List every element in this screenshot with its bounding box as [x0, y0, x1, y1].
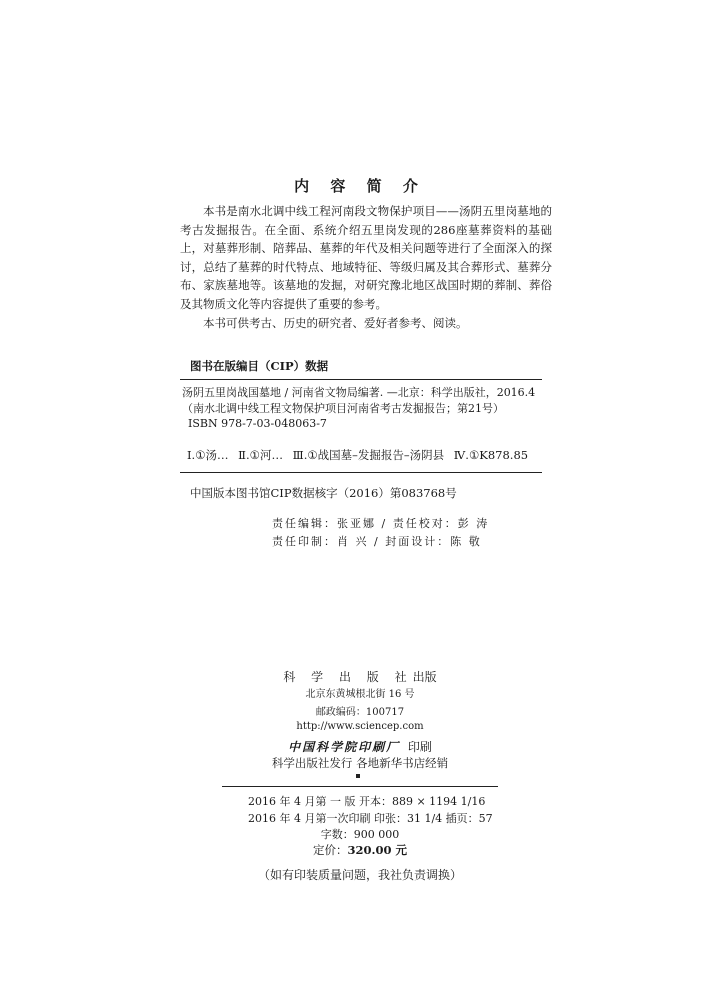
- price-value: 320.00 元: [347, 843, 408, 857]
- specs-printing-line: 2016 年 4 月第一次印刷 印张：31 1/4 插页：57: [248, 812, 493, 825]
- editors-line-2: 责任印制：肖 兴 / 封面设计：陈 敬: [272, 535, 482, 548]
- publisher-name: 科 学 出 版 社: [283, 670, 413, 684]
- cip-line: ISBN 978-7-03-048063-7: [188, 417, 327, 430]
- cip-line: 汤阴五里岗战国墓地 / 河南省文物局编著. —北京：科学出版社，2016.4: [182, 386, 536, 399]
- publisher-url: http://www.sciencep.com: [296, 721, 424, 732]
- distribution-line: 科学出版社发行 各地新华书店经销: [271, 756, 449, 770]
- price-line: [0, 842, 720, 858]
- specs-edition-line: 2016 年 4 月第 一 版 开本：889 × 1194 1/16: [248, 795, 486, 808]
- printer-name: 中国科学院印刷厂: [288, 740, 401, 754]
- editors-line-1: 责任编辑：张亚娜 / 责任校对：彭 涛: [272, 517, 490, 530]
- cip-classification: Ⅰ.①汤… Ⅱ.①河… Ⅲ.①战国墓–发掘报告–汤阴县 Ⅳ.①K878.85: [187, 448, 529, 462]
- summary-paragraph: 本书可供考古、历史的研究者、爱好者参考、阅读。: [203, 315, 468, 330]
- summary-paragraph: 本书是南水北调中线工程河南段文物保护项目——汤阴五里岗墓地的考古发掘报告。在全面、系统介绍五里岗发现的286座墓葬资料的基础上，对墓葬形制、陪葬品、墓葬的年代及相关问题等进行了全面深入的探讨，总结了墓葬的时代特点、地域特征、等级归属及其合葬形式、墓葬分布、家族墓地等。该墓地的发掘，对研究豫北地区战国时期的葬制、葬俗及其物质文化等内容提供了重要的参考。: [180, 204, 552, 311]
- cip-number: 中国版本图书馆CIP数据核字（2016）第083768号: [190, 486, 457, 500]
- cip-bottom-divider: [180, 472, 542, 473]
- cip-heading: 图书在版编目（CIP）数据: [190, 359, 329, 373]
- printer-suffix: 印刷: [407, 740, 432, 754]
- cip-line: （南水北调中线工程文物保护项目河南省考古发掘报告；第21号）: [182, 401, 504, 415]
- separator-dot: [356, 774, 360, 778]
- price-label: 定价：: [312, 843, 348, 857]
- publisher-address: 北京东黄城根北街 16 号: [305, 689, 415, 700]
- summary-body: [180, 202, 552, 332]
- publisher-postcode: 邮政编码：100717: [315, 707, 405, 718]
- cip-record: [182, 385, 535, 432]
- quality-notice: （如有印装质量问题，我社负责调换）: [257, 868, 462, 882]
- summary-title: 内 容 简 介: [294, 177, 426, 195]
- specs-word-count: 字数：900 000: [320, 828, 400, 841]
- publisher-suffix: 出版: [412, 670, 437, 684]
- specs-divider: [222, 786, 498, 787]
- publisher-line: [0, 668, 720, 685]
- cip-top-divider: [180, 379, 542, 380]
- printer-line: [0, 738, 720, 755]
